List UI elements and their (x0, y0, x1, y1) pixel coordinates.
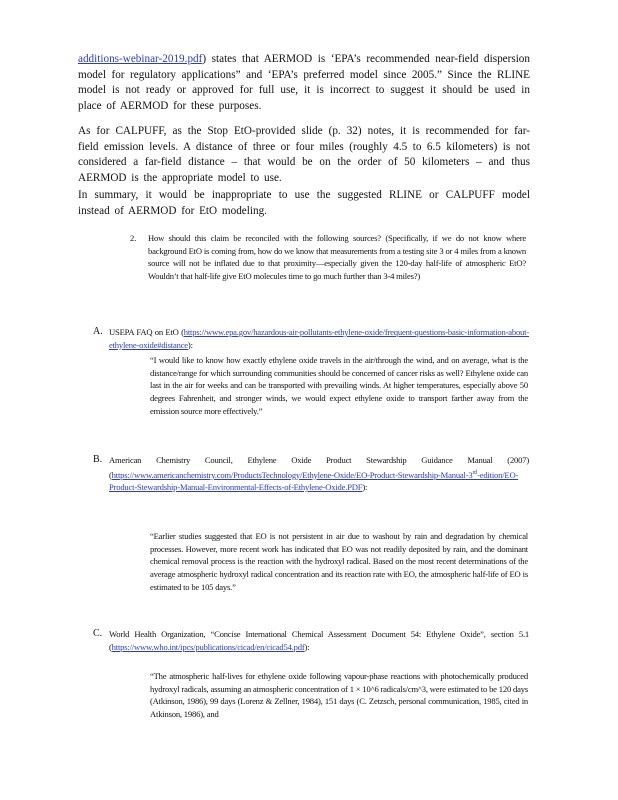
paragraph-summary: In summary, it would be inappropriate to use the suggested RLINE or CALPUFF model instead of AERMOD for EtO modeling. (78, 189, 530, 217)
section-c-close: ): (304, 641, 310, 652)
section-b-link-part2: -edition/EO-Product-Stewardship-Manual-Environmental-Effects-of-Ethylene-Oxide.PDF (109, 469, 519, 493)
section-b-open: ( (109, 469, 112, 480)
section-a-quote: “I would like to know how exactly ethylene oxide travels in the air/through the wind, and on average, what is the distance/range for which surrounding communities should be concerned of cancer risks as well? Ethylene oxide can last in the air for weeks and can be transported with prevailing winds. At higher temperatures, especially above 50 degrees Fahrenheit, and stronger winds, we would expect ethylene oxide to transport farther away from the emission source more effectively.” (150, 355, 528, 416)
webinar-link[interactable]: additions-webinar-2019.pdf (78, 53, 203, 65)
section-a-label: A. (93, 326, 103, 337)
section-a-close: ): (187, 339, 193, 350)
section-c-title: World Health Organization, “Concise International Chemical Assessment Document 54: Ethylene Oxide”, section 5.1 (109, 629, 529, 639)
question-number: 2. (130, 233, 137, 243)
section-b-link[interactable] (109, 470, 518, 493)
section-b-link-sup: rd (472, 469, 478, 476)
section-a-link[interactable]: https://www.epa.gov/hazardous-air-pollutants-ethylene-oxide/frequent-questions-basic-information-about-ethylene-oxide#distance (109, 327, 529, 350)
section-c-heading (109, 628, 529, 653)
paragraph-aermod-text: ) states that AERMOD is ‘EPA’s recommended near-field dispersion model for regulatory applications” and ‘EPA’s preferred model since 2005.” Since the RLINE model is not ready or approved for full use, it is incorrect to suggest it should be used in place of AERMOD for these purposes. (78, 53, 530, 112)
question-text: How should this claim be reconciled with the following sources? (Specifically, if we do not know where background EtO is coming from, how do we know that measurements from a testing site 3 or 4 miles from a known source will not be inflated due to that proximity—especially given the 120-day half-life of atmospheric EtO? Wouldn’t that half-life give EtO molecules time to go much further than 3-4 miles?) (148, 233, 526, 282)
section-c-link[interactable]: https://www.who.int/ipcs/publications/cicad/en/cicad54.pdf (111, 641, 305, 652)
section-b-heading (109, 454, 529, 494)
section-c-label: C. (93, 628, 103, 639)
section-c-quote: “The atmospheric half-lives for ethylene oxide following vapour-phase reactions with photochemically produced hydroxyl radicals, assuming an atmospheric concentration of 1 × 10^6 radicals/cm^3, were estimated to be 120 days (Atkinson, 1986), 99 days (Lorenz & Zellner, 1984), 151 days (C. Zetzsch, personal communication, 1985, cited in Atkinson, 1986), and (150, 671, 528, 720)
section-b-link-part1: https://www.americanchemistry.com/ProductsTechnology/Ethylene-Oxide/EO-Product-Stewardship-Manual-3 (111, 469, 473, 480)
section-b-label: B. (93, 454, 103, 465)
section-b-close: ): (362, 482, 368, 493)
section-a-heading (109, 326, 529, 351)
section-a-title: USEPA FAQ on EtO ( (109, 327, 184, 337)
paragraph-aermod (78, 52, 530, 114)
section-b-title: American Chemistry Council, Ethylene Oxide Product Stewardship Guidance Manual (2007) (109, 455, 529, 465)
section-b-quote: “Earlier studies suggested that EO is not persistent in air due to washout by rain and degradation by chemical processes. However, more recent work has indicated that EO was not readily deposited by rain, and the dominant chemical removal process is the reaction with the hydroxyl radical. Based on the most recent determinations of the average atmospheric hydroxyl radical concentration and its reaction rate with EO, the atmospheric half-life of EO is estimated to be 105 days.” (150, 531, 528, 592)
section-c-open: ( (109, 641, 112, 652)
paragraph-calpuff: As for CALPUFF, as the Stop EtO-provided slide (p. 32) notes, it is recommended for far-field emission levels. A distance of three or four miles (roughly 4.5 to 6.5 kilometers) is not considered a far-field distance – that would be on the order of 50 kilometers – and thus AERMOD is the appropriate model to use. (78, 125, 530, 184)
